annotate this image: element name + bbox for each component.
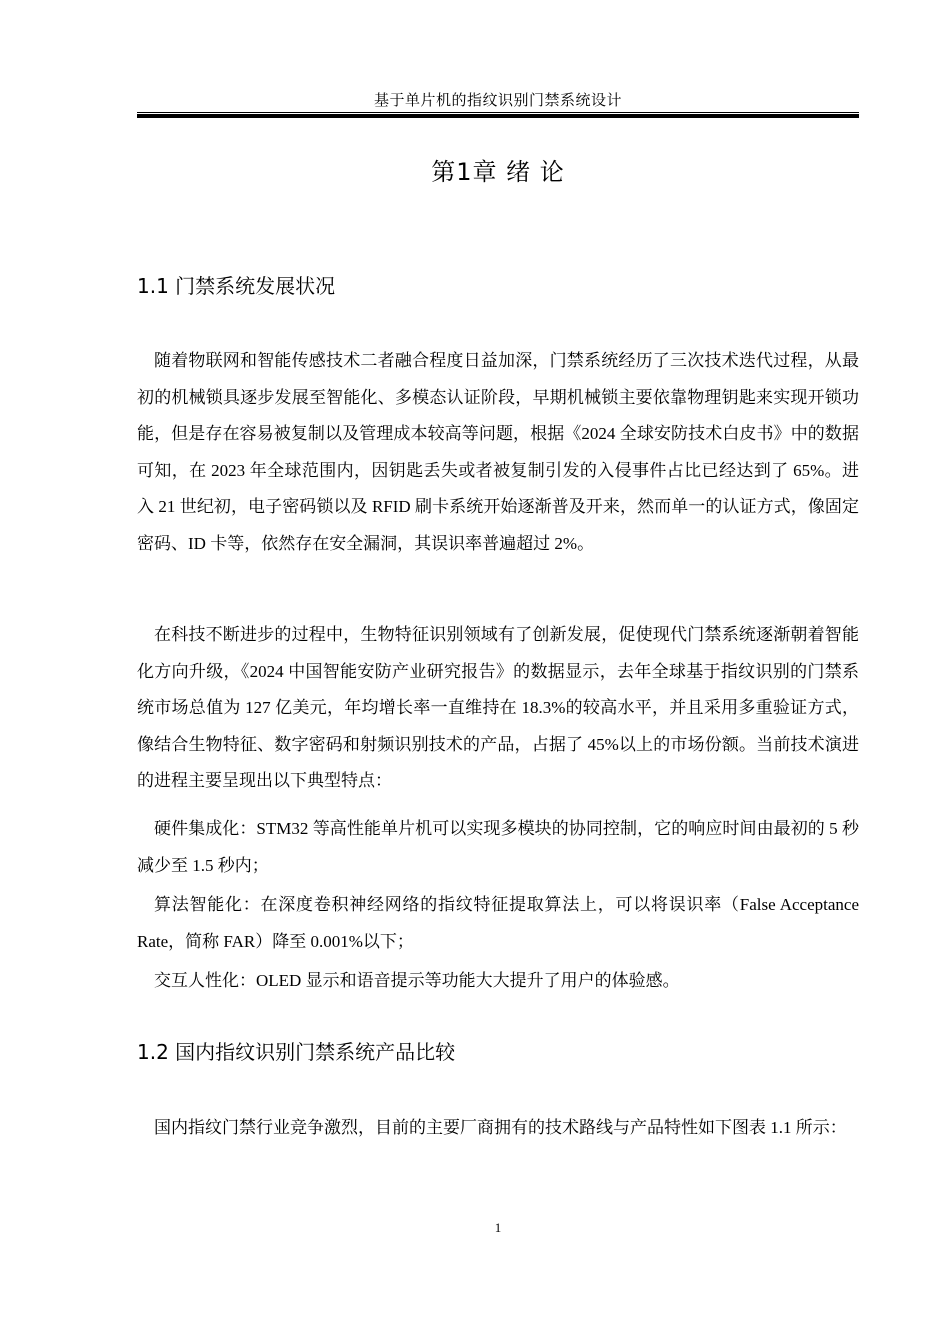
paragraph-1-1-e: 交互人性化：OLED 显示和语音提示等功能大大提升了用户的体验感。 bbox=[154, 971, 680, 990]
paragraph-1-1-a: 随着物联网和智能传感技术二者融合程度日益加深，门禁系统经历了三次技术迭代过程，从最初的机械锁具逐步发展至智能化、多模态认证阶段，早期机械锁主要依靠物理钥匙来实现开锁功能，但是存在容易被复制以及管理成本较高等问题，根据《2024 全球安防技术白皮书》中的数据可知，在 2023 年全球范围内，因钥匙丢失或者被复制引发的入侵事件占比已经达到了 65%。进入 21 世纪初，电子密码锁以及 RFID 刷卡系统开始逐渐普及开来，然而单一的认证方式，像固定密码、ID 卡等，依然存在安全漏洞，其误识率普遍超过 2%。 bbox=[137, 351, 859, 553]
running-header: 基于单片机的指纹识别门禁系统设计 bbox=[373, 93, 622, 109]
paragraph-1-1-c: 硬件集成化：STM32 等高性能单片机可以实现多模块的协同控制，它的响应时间由最初的 5 秒减少至 1.5 秒内； bbox=[137, 819, 859, 875]
header-rule-thick bbox=[137, 114, 859, 118]
page-number: 1 bbox=[494, 1220, 502, 1235]
paragraph-1-1-b: 在科技不断进步的过程中，生物特征识别领域有了创新发展，促使现代门禁系统逐渐朝着智能化方向升级，《2024 中国智能安防产业研究报告》的数据显示，去年全球基于指纹识别的门禁系统市场总值为 127 亿美元，年均增长率一直维持在 18.3%的较高水平，并且采用多重验证方式，像结合生物特征、数字密码和射频识别技术的产品，占据了 45%以上的市场份额。当前技术演进的进程主要呈现出以下典型特点： bbox=[137, 625, 859, 790]
section-heading-1-2: 1.2 国内指纹识别门禁系统产品比较 bbox=[137, 1040, 456, 1064]
chapter-title: 第1章 绪 论 bbox=[431, 158, 565, 186]
paragraph-1-1-d: 算法智能化：在深度卷积神经网络的指纹特征提取算法上，可以将误识率（False Acceptance Rate，简称 FAR）降至 0.001%以下； bbox=[137, 895, 859, 951]
section-heading-1-1: 1.1 门禁系统发展状况 bbox=[137, 274, 336, 298]
header-rule-thin bbox=[137, 112, 859, 113]
paragraph-1-2-a: 国内指纹门禁行业竞争激烈，目前的主要厂商拥有的技术路线与产品特性如下图表 1.1 所示： bbox=[154, 1118, 847, 1137]
